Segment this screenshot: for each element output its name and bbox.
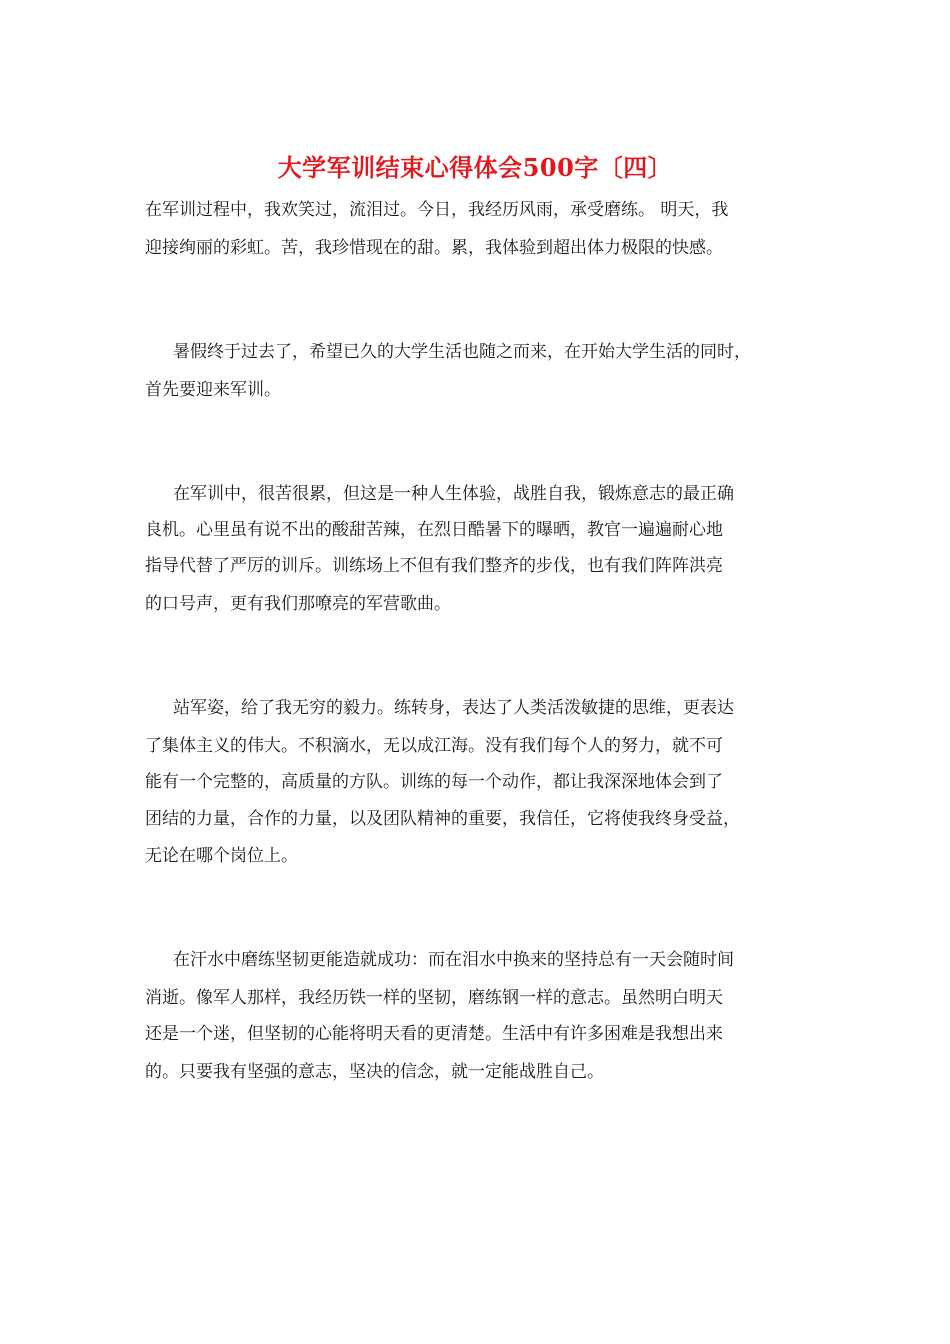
paragraph-3-line-2: 良机。心里虽有说不出的酸甜苦辣，在烈日酷暑下的曝晒，教官一遍遍耐心地 [145, 520, 723, 540]
paragraph-4-line-2: 了集体主义的伟大。不积滴水，无以成江海。没有我们每个人的努力，就不可 [145, 736, 723, 756]
paragraph-4-line-3: 能有一个完整的，高质量的方队。训练的每一个动作，都让我深深地体会到了 [145, 772, 723, 792]
paragraph-2-line-1: 暑假终于过去了，希望已久的大学生活也随之而来，在开始大学生活的同时， [173, 342, 751, 362]
paragraph-5-line-2: 消逝。像军人那样，我经历铁一样的坚韧，磨练钢一样的意志。虽然明白明天 [145, 988, 723, 1008]
paragraph-5-line-4: 的。只要我有坚强的意志，坚决的信念，就一定能战胜自己。 [145, 1062, 604, 1082]
paragraph-4-line-1: 站军姿，给了我无穷的毅力。练转身，表达了人类活泼敏捷的思维，更表达 [173, 698, 734, 718]
paragraph-3-line-1: 在军训中，很苦很累，但这是一种人生体验，战胜自我，锻炼意志的最正确 [173, 484, 734, 504]
paragraph-1-line-2: 迎接绚丽的彩虹。苦，我珍惜现在的甜。累，我体验到超出体力极限的快感。 [145, 238, 723, 258]
paragraph-1-line-1: 在军训过程中，我欢笑过，流泪过。今日，我经历风雨，承受磨练。 明天，我 [145, 200, 729, 220]
paragraph-5-line-3: 还是一个迷，但坚韧的心能将明天看的更清楚。生活中有许多困难是我想出来 [145, 1024, 723, 1044]
paragraph-4-line-5: 无论在哪个岗位上。 [145, 846, 298, 866]
paragraph-2-line-2: 首先要迎来军训。 [145, 380, 281, 400]
paragraph-3-line-4: 的口号声，更有我们那嘹亮的军营歌曲。 [145, 594, 451, 614]
paragraph-3-line-3: 指导代替了严厉的训斥。训练场上不但有我们整齐的步伐，也有我们阵阵洪亮 [145, 556, 723, 576]
paragraph-4-line-4: 团结的力量，合作的力量，以及团队精神的重要，我信任，它将使我终身受益， [145, 809, 740, 829]
paragraph-5-line-1: 在汗水中磨练坚韧更能造就成功：而在泪水中换来的坚持总有一天会随时间 [173, 950, 734, 970]
document-title: 大学军训结束心得体会500字〔四〕 [277, 153, 673, 182]
